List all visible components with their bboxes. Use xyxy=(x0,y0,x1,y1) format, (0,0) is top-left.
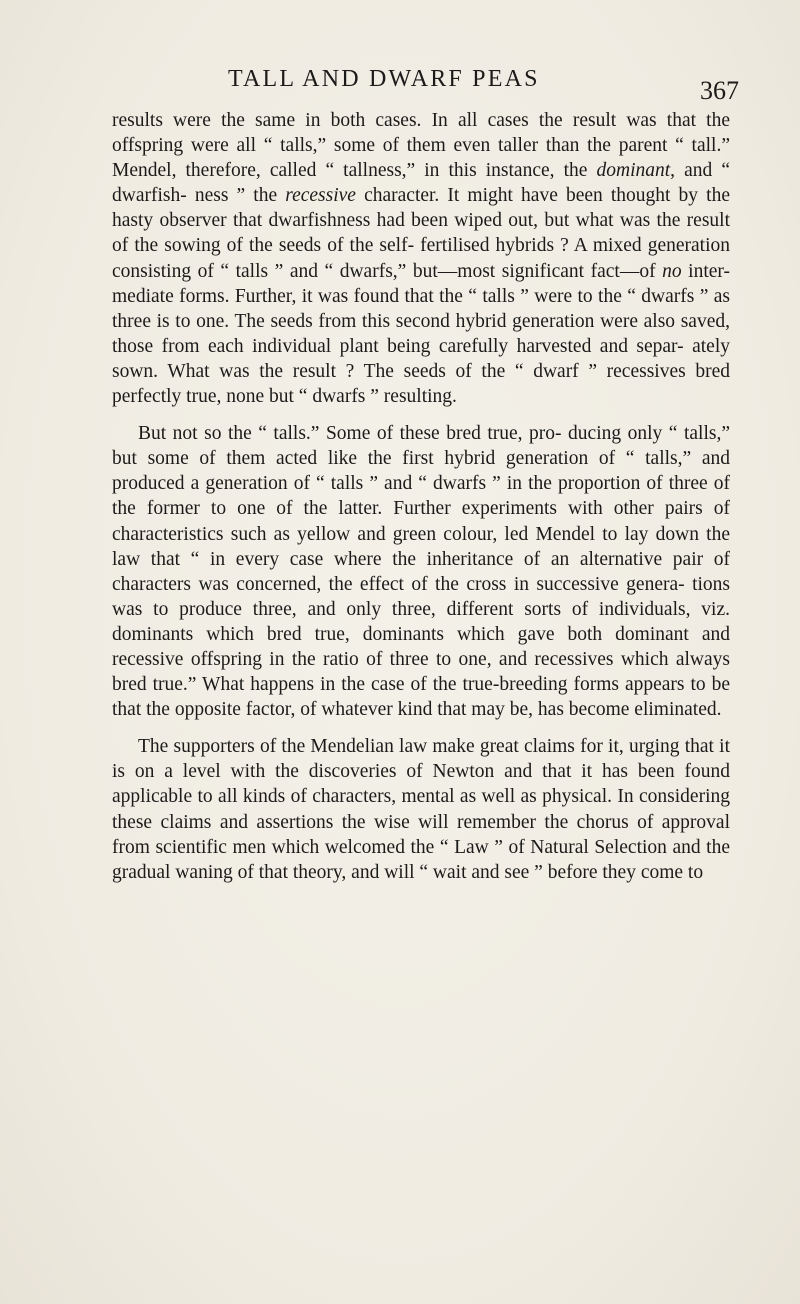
body-text xyxy=(112,108,730,885)
text-run: results were the same in both cases. In all cases the result was that the offspring were all “ talls,” some of them even taller than the parent “ tall.” Mendel, therefore, called “ tallness,” in this instance, the xyxy=(112,110,730,182)
text-run: character. It might have been thought by the hasty observer that dwarfishness had been wiped out, but what was the result of the sowing of the seeds of the self- fertilised hybrids ? A mixed generation consisting of “ talls ” and “ dwarfs,” but—most significant fact—of xyxy=(112,185,730,282)
text-run: inter- mediate forms. Further, it was found that the “ talls ” were to the “ dwarfs ” as three is to one. The seeds from this second hybrid generation were also saved, those from each individual plant being carefully harvested and separ- ately sown. What was the result ? The seeds of the “ dwarf ” recessives bred perfectly true, none but “ dwarfs ” resulting. xyxy=(112,260,730,408)
italic-term-recessive: recessive xyxy=(285,185,356,207)
text-run: , and “ dwarfish- ness ” the xyxy=(112,160,731,207)
paragraph-3: The supporters of the Mendelian law make great claims for it, urging that it is on a level with the discoveries of Newton and that it has been found applicable to all kinds of characters, mental as well as physical. In considering these claims and assertions the wise will remember the chorus of approval from scientific men which welcomed the “ Law ” of Natural Selection and the gradual waning of that theory, and will “ wait and see ” before they come to xyxy=(112,736,730,883)
page-number: 367 xyxy=(700,76,739,105)
italic-term-no: no xyxy=(662,260,682,282)
running-head: TALL AND DWARF PEAS xyxy=(228,66,540,92)
paragraph-2: But not so the “ talls.” Some of these bred true, pro- ducing only “ talls,” but some of them acted like the first hybrid generation of “ talls,” and produced a generation of “ talls ” and “ dwarfs ” in the proportion of three of the former to one of the latter. Further experiments with other pairs of characteristics such as yellow and green colour, led Mendel to lay down the law that “ in every case where the inheritance of an alternative pair of characters was concerned, the effect of the cross in successive genera- tions was to produce three, and only three, different sorts of individuals, viz. dominants which bred true, dominants which gave both dominant and recessive offspring in the ratio of three to one, and recessives which always bred true.” What happens in the case of the true-breeding forms appears to be that the opposite factor, of whatever kind that may be, has become eliminated. xyxy=(112,423,730,721)
italic-term-dominant: dominant xyxy=(596,160,671,182)
paragraph-1 xyxy=(112,108,730,409)
page-header xyxy=(0,66,800,106)
